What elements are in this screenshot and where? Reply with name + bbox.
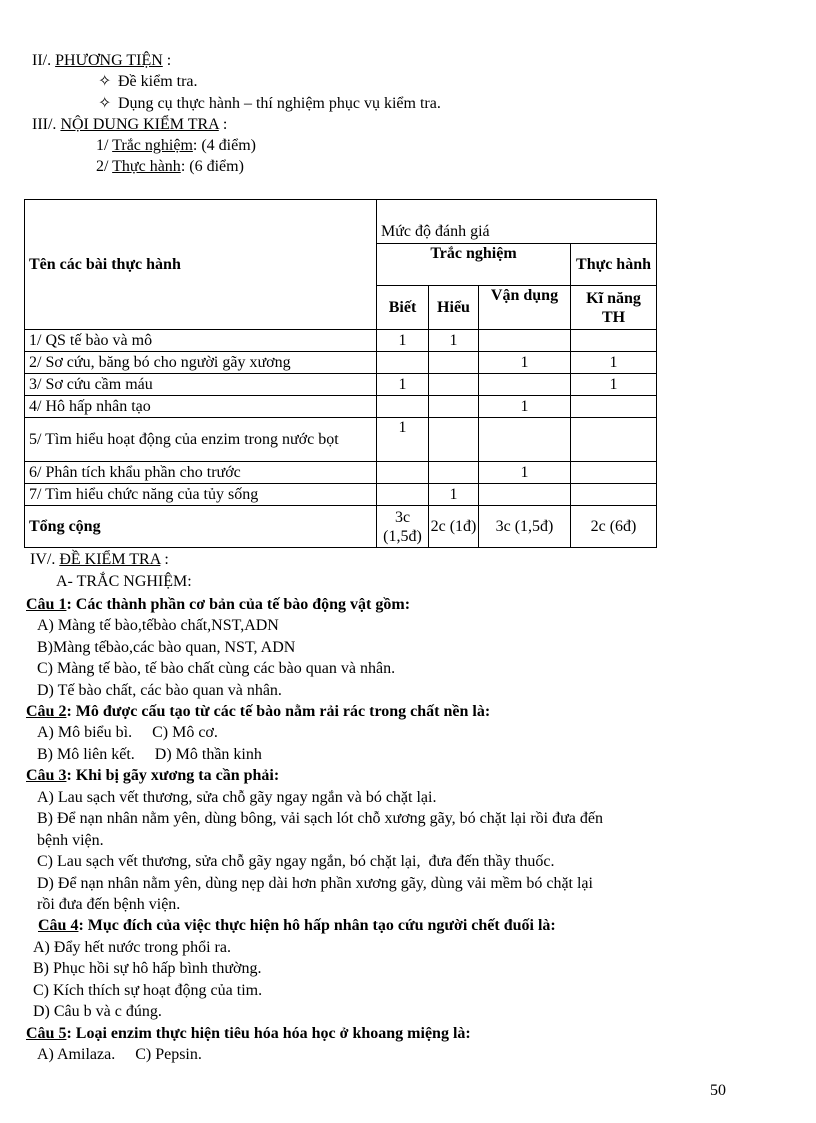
question-3-stem: [26, 765, 279, 786]
question-3-option-continued: rồi đưa đến bệnh viện.: [37, 896, 181, 913]
col-header-skill: Kĩ năng TH: [571, 286, 657, 330]
table-row: [25, 352, 657, 374]
cell-apply: [479, 374, 571, 396]
row-name: 5/ Tìm hiểu hoạt động của enzim trong nước bọt: [25, 418, 377, 462]
question-3-text: : Khi bị gãy xương ta cần phải:: [66, 767, 280, 784]
part-1-title: Trắc nghiệm: [112, 137, 193, 154]
cell-know: [377, 462, 429, 484]
question-2-text: : Mô được cấu tạo từ các tế bào nằm rải rác trong chất nền là:: [66, 703, 491, 720]
table-row: [25, 418, 657, 462]
question-2-stem: [26, 701, 490, 722]
section-3-part-2: [96, 157, 244, 177]
cell-know: [377, 396, 429, 418]
question-1-number: Câu 1: [26, 596, 67, 613]
part-1-number: 1/: [96, 137, 113, 154]
section-2-heading: [32, 51, 171, 71]
section-2-item-1: [98, 72, 198, 92]
cell-understand: 1: [429, 484, 479, 506]
question-2-option: B) Mô liên kết. D) Mô thần kinh: [37, 746, 262, 763]
total-understand: 2c (1đ): [429, 506, 479, 548]
total-label: Tổng cộng: [25, 506, 377, 548]
cell-skill: [571, 484, 657, 506]
col-header-apply: Vận dụng: [479, 286, 571, 330]
cell-apply: 1: [479, 462, 571, 484]
cell-skill: [571, 462, 657, 484]
cell-skill: [571, 330, 657, 352]
row-name: 7/ Tìm hiểu chức năng của tủy sống: [25, 484, 377, 506]
question-4-option: C) Kích thích sự hoạt động của tim.: [33, 982, 263, 999]
question-1-option: C) Màng tế bào, tế bào chất cùng các bào quan và nhân.: [37, 660, 396, 677]
section-3-number: III/.: [32, 116, 61, 133]
part-1-score: : (4 điểm): [192, 137, 256, 154]
section-2-item-2-text: Dụng cụ thực hành – thí nghiệm phục vụ kiểm tra.: [118, 95, 441, 112]
section-2-colon: :: [162, 52, 172, 69]
cell-know: [377, 352, 429, 374]
cell-apply: [479, 330, 571, 352]
table-row: [25, 374, 657, 396]
row-name: 6/ Phân tích khẩu phần cho trước: [25, 462, 377, 484]
question-1-option: B)Màng tếbào,các bào quan, NST, ADN: [37, 639, 296, 656]
question-3-option-continued: bệnh viện.: [37, 832, 104, 849]
part-a-heading: A- TRẮC NGHIỆM:: [56, 573, 192, 590]
cell-skill: [571, 418, 657, 462]
question-4-option: A) Đẩy hết nước trong phổi ra.: [33, 939, 231, 956]
question-5-stem: [26, 1023, 471, 1044]
question-1-stem: [26, 594, 410, 615]
table-row: [25, 396, 657, 418]
part-2-number: 2/: [96, 158, 113, 175]
section-4-title: ĐỀ KIỂM TRA: [59, 551, 161, 568]
question-3-number: Câu 3: [26, 767, 67, 784]
section-2-title: PHƯƠNG TIỆN: [55, 52, 163, 69]
cell-know: 1: [377, 330, 429, 352]
cell-know: 1: [377, 374, 429, 396]
table-row: [25, 484, 657, 506]
assessment-matrix-table: [24, 199, 657, 548]
cell-skill: [571, 396, 657, 418]
table-row: [25, 462, 657, 484]
question-1-option: D) Tế bào chất, các bào quan và nhân.: [37, 682, 282, 699]
col-header-understand: Hiểu: [429, 286, 479, 330]
cell-apply: [479, 484, 571, 506]
section-3-heading: [32, 115, 227, 135]
question-4-text: : Mục đích của việc thực hiện hô hấp nhân tạo cứu người chết đuối là:: [78, 917, 556, 934]
row-name: 3/ Sơ cứu cầm máu: [25, 374, 377, 396]
question-5-number: Câu 5: [26, 1025, 67, 1042]
question-2-number: Câu 2: [26, 703, 67, 720]
cell-understand: [429, 374, 479, 396]
section-4-heading: [30, 550, 169, 570]
question-5-text: : Loại enzim thực hiện tiêu hóa hóa học ở khoang miệng là:: [66, 1025, 471, 1042]
cell-know: [377, 484, 429, 506]
row-name: 4/ Hô hấp nhân tạo: [25, 396, 377, 418]
cell-apply: [479, 418, 571, 462]
col-header-know: Biết: [377, 286, 429, 330]
question-4-stem: [38, 915, 556, 936]
question-3-option: A) Lau sạch vết thương, sửa chỗ gãy ngay ngắn và bó chặt lại.: [37, 789, 437, 806]
total-apply: 3c (1,5đ): [479, 506, 571, 548]
section-2-number: II/.: [32, 52, 56, 69]
cell-understand: [429, 462, 479, 484]
diamond-bullet-icon: ✧: [98, 73, 112, 90]
cell-understand: [429, 396, 479, 418]
question-3-option: B) Để nạn nhân nằm yên, dùng bông, vải sạch lót chỗ xương gãy, bó chặt lại rồi đưa đến: [37, 810, 603, 827]
section-4-colon: :: [160, 551, 169, 568]
cell-apply: 1: [479, 396, 571, 418]
table-total-row: [25, 506, 657, 548]
section-2-item-2: [98, 94, 441, 114]
col-header-exercise-name: Tên các bài thực hành: [25, 200, 377, 330]
cell-skill: 1: [571, 374, 657, 396]
question-2-option: A) Mô biểu bì. C) Mô cơ.: [37, 724, 218, 741]
cell-skill: 1: [571, 352, 657, 374]
question-4-number: Câu 4: [38, 917, 79, 934]
question-5-option: A) Amilaza. C) Pepsin.: [37, 1046, 202, 1063]
row-name: 1/ QS tế bào và mô: [25, 330, 377, 352]
question-3-option: C) Lau sạch vết thương, sửa chỗ gãy ngay ngắn, bó chặt lại, đưa đến thầy thuốc.: [37, 853, 555, 870]
section-4-number: IV/.: [30, 551, 60, 568]
question-3-option: D) Để nạn nhân nằm yên, dùng nẹp dài hơn phần xương gãy, dùng vải mềm bó chặt lại: [37, 875, 593, 892]
section-3-title: NỘI DUNG KIỂM TRA: [60, 116, 219, 133]
diamond-bullet-icon: ✧: [98, 95, 112, 112]
cell-understand: [429, 418, 479, 462]
col-header-practice: Thực hành: [571, 244, 657, 286]
cell-know: 1: [377, 418, 429, 462]
row-name: 2/ Sơ cứu, băng bó cho người gãy xương: [25, 352, 377, 374]
cell-understand: 1: [429, 330, 479, 352]
cell-apply: 1: [479, 352, 571, 374]
total-know: 3c (1,5đ): [377, 506, 429, 548]
col-header-assessment-level: Mức độ đánh giá: [377, 200, 657, 244]
col-header-multiple-choice: Trắc nghiệm: [377, 244, 571, 286]
part-2-score: : (6 điểm): [180, 158, 244, 175]
question-1-text: : Các thành phần cơ bản của tế bào động vật gồm:: [66, 596, 411, 613]
table-header-row-1: [25, 200, 657, 244]
section-3-colon: :: [218, 116, 228, 133]
table-row: [25, 330, 657, 352]
question-4-option: D) Câu b và c đúng.: [33, 1003, 162, 1020]
section-3-part-1: [96, 136, 256, 156]
total-skill: 2c (6đ): [571, 506, 657, 548]
section-2-item-1-text: Đề kiểm tra.: [118, 73, 198, 90]
page-number: 50: [710, 1082, 726, 1099]
question-4-option: B) Phục hồi sự hô hấp bình thường.: [33, 960, 262, 977]
cell-understand: [429, 352, 479, 374]
part-2-title: Thực hành: [112, 158, 181, 175]
question-1-option: A) Màng tế bào,tếbào chất,NST,ADN: [37, 617, 279, 634]
